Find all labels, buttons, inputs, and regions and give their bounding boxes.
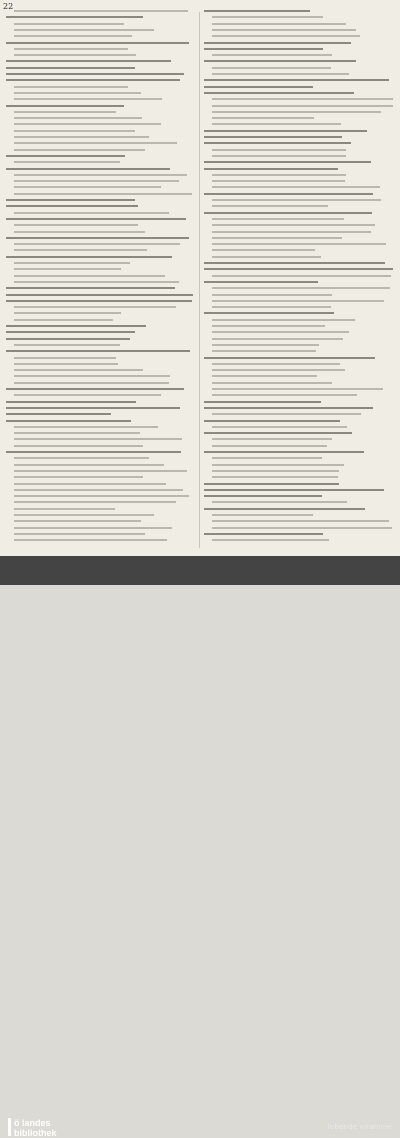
illegible-text-line — [14, 224, 138, 226]
illegible-text-line — [204, 48, 323, 50]
illegible-text-line — [204, 86, 313, 88]
illegible-text-line — [204, 407, 373, 409]
illegible-text-line — [212, 111, 381, 113]
illegible-text-line — [212, 476, 338, 478]
illegible-text-line — [212, 350, 316, 352]
illegible-text-line — [14, 281, 179, 283]
illegible-text-line — [212, 237, 342, 239]
illegible-text-line — [6, 218, 186, 220]
illegible-text-line — [14, 111, 116, 113]
illegible-text-line — [212, 249, 315, 251]
illegible-text-line — [212, 375, 317, 377]
illegible-text-line — [6, 73, 184, 75]
illegible-text-line — [14, 527, 172, 529]
illegible-text-line — [14, 432, 140, 434]
illegible-text-line — [204, 281, 318, 283]
illegible-text-line — [14, 174, 187, 176]
illegible-text-line — [14, 375, 170, 377]
illegible-text-line — [14, 161, 120, 163]
illegible-text-line — [212, 155, 346, 157]
illegible-text-line — [14, 35, 132, 37]
illegible-text-line — [212, 16, 323, 18]
illegible-text-line — [212, 514, 313, 516]
illegible-text-line — [212, 413, 361, 415]
illegible-text-line — [212, 394, 357, 396]
text-column-right — [204, 8, 394, 550]
illegible-text-line — [212, 218, 344, 220]
illegible-text-line — [212, 35, 360, 37]
illegible-text-line — [212, 438, 332, 440]
illegible-text-line — [14, 23, 124, 25]
illegible-text-line — [6, 300, 192, 302]
illegible-text-line — [6, 42, 189, 44]
illegible-text-line — [14, 136, 149, 138]
illegible-text-line — [6, 407, 180, 409]
illegible-text-line — [6, 256, 172, 258]
illegible-text-line — [212, 369, 345, 371]
illegible-text-line — [204, 451, 364, 453]
illegible-text-line — [204, 432, 352, 434]
illegible-text-line — [14, 149, 145, 151]
illegible-text-line — [204, 268, 393, 270]
illegible-text-line — [204, 489, 384, 491]
illegible-text-line — [6, 325, 146, 327]
illegible-text-line — [204, 357, 375, 359]
illegible-text-line — [212, 331, 349, 333]
illegible-text-line — [14, 457, 149, 459]
illegible-text-line — [14, 495, 189, 497]
illegible-text-line — [212, 294, 332, 296]
illegible-text-line — [14, 262, 130, 264]
watermark-text: lebende vitamine — [327, 1123, 392, 1131]
text-column-left — [6, 8, 194, 550]
illegible-text-line — [6, 420, 131, 422]
illegible-text-line — [204, 161, 371, 163]
illegible-text-line — [6, 338, 130, 340]
illegible-text-line — [212, 23, 346, 25]
illegible-text-line — [6, 294, 193, 296]
illegible-text-line — [204, 130, 367, 132]
illegible-text-line — [212, 501, 347, 503]
illegible-text-line — [212, 180, 345, 182]
illegible-text-line — [14, 426, 158, 428]
illegible-text-line — [212, 527, 392, 529]
illegible-text-line — [212, 231, 371, 233]
illegible-text-line — [6, 16, 143, 18]
illegible-text-line — [14, 29, 154, 31]
illegible-text-line — [14, 10, 188, 12]
illegible-text-line — [204, 60, 356, 62]
illegible-text-line — [212, 174, 346, 176]
illegible-text-line — [14, 394, 161, 396]
illegible-text-line — [14, 508, 115, 510]
illegible-text-line — [14, 520, 141, 522]
illegible-text-line — [204, 495, 322, 497]
illegible-text-line — [14, 212, 169, 214]
illegible-text-line — [14, 312, 121, 314]
illegible-text-line — [212, 256, 321, 258]
illegible-text-line — [212, 300, 384, 302]
illegible-text-line — [204, 168, 338, 170]
illegible-text-line — [204, 508, 365, 510]
illegible-text-line — [212, 224, 375, 226]
illegible-text-line — [204, 10, 310, 12]
illegible-text-line — [14, 382, 169, 384]
illegible-text-line — [14, 98, 162, 100]
illegible-text-line — [14, 306, 176, 308]
illegible-text-line — [14, 275, 165, 277]
viewer-footer — [0, 556, 400, 1138]
illegible-text-line — [204, 483, 339, 485]
illegible-text-line — [14, 514, 154, 516]
illegible-text-line — [14, 92, 141, 94]
illegible-text-line — [212, 382, 332, 384]
illegible-text-line — [14, 180, 179, 182]
illegible-text-line — [212, 426, 347, 428]
illegible-text-line — [212, 325, 325, 327]
illegible-text-line — [14, 319, 113, 321]
illegible-text-line — [14, 369, 143, 371]
illegible-text-line — [212, 539, 329, 541]
illegible-text-line — [204, 312, 334, 314]
svg-text:ö landes: ö landes — [14, 1118, 51, 1128]
illegible-text-line — [212, 29, 356, 31]
illegible-text-line — [212, 445, 327, 447]
illegible-text-line — [212, 520, 389, 522]
illegible-text-line — [14, 193, 192, 195]
illegible-text-line — [14, 142, 177, 144]
illegible-text-line — [212, 363, 340, 365]
illegible-text-line — [6, 413, 111, 415]
illegible-text-line — [212, 199, 381, 201]
illegible-text-line — [212, 149, 346, 151]
illegible-text-line — [6, 105, 124, 107]
illegible-text-line — [212, 287, 390, 289]
illegible-text-line — [204, 136, 342, 138]
illegible-text-line — [14, 130, 135, 132]
illegible-text-line — [6, 237, 189, 239]
illegible-text-line — [14, 231, 145, 233]
illegible-text-line — [212, 243, 386, 245]
illegible-text-line — [212, 457, 322, 459]
illegible-text-line — [6, 331, 135, 333]
illegible-text-line — [6, 79, 180, 81]
illegible-text-line — [14, 243, 180, 245]
illegible-text-line — [14, 357, 116, 359]
illegible-text-line — [14, 123, 161, 125]
illegible-text-line — [6, 67, 135, 69]
illegible-text-line — [14, 483, 166, 485]
illegible-text-line — [6, 199, 135, 201]
page-number: 22 — [3, 2, 14, 11]
illegible-text-line — [212, 388, 383, 390]
illegible-text-line — [212, 186, 380, 188]
illegible-text-line — [14, 470, 187, 472]
illegible-text-line — [204, 533, 323, 535]
illegible-text-line — [212, 123, 341, 125]
illegible-text-line — [212, 344, 319, 346]
illegible-text-line — [212, 464, 344, 466]
illegible-text-line — [204, 42, 351, 44]
illegible-text-line — [14, 86, 128, 88]
illegible-text-line — [14, 268, 121, 270]
illegible-text-line — [204, 420, 340, 422]
illegible-text-line — [14, 464, 164, 466]
illegible-text-line — [212, 117, 314, 119]
illegible-text-line — [14, 363, 118, 365]
illegible-text-line — [6, 451, 181, 453]
illegible-text-line — [14, 186, 161, 188]
illegible-text-line — [14, 54, 136, 56]
svg-text:bibliothek: bibliothek — [14, 1128, 57, 1138]
illegible-text-line — [14, 344, 120, 346]
illegible-text-line — [212, 275, 391, 277]
illegible-text-line — [14, 48, 128, 50]
illegible-text-line — [6, 205, 138, 207]
illegible-text-line — [204, 79, 389, 81]
illegible-text-line — [14, 438, 182, 440]
illegible-text-line — [6, 388, 184, 390]
illegible-text-line — [212, 98, 393, 100]
illegible-text-line — [6, 401, 136, 403]
illegible-text-line — [212, 205, 328, 207]
illegible-text-line — [6, 287, 175, 289]
illegible-text-line — [6, 350, 190, 352]
illegible-text-line — [212, 319, 355, 321]
illegible-text-line — [6, 60, 171, 62]
illegible-text-line — [212, 306, 331, 308]
illegible-text-line — [6, 155, 125, 157]
illegible-text-line — [14, 117, 142, 119]
illegible-text-line — [204, 193, 373, 195]
illegible-text-line — [6, 168, 170, 170]
illegible-text-line — [212, 54, 332, 56]
illegible-text-line — [212, 470, 339, 472]
illegible-text-line — [204, 92, 354, 94]
illegible-text-line — [212, 73, 349, 75]
illegible-text-line — [14, 489, 183, 491]
illegible-text-line — [14, 476, 143, 478]
illegible-text-line — [14, 445, 143, 447]
illegible-text-line — [212, 338, 343, 340]
illegible-text-line — [14, 501, 176, 503]
library-logo — [8, 1116, 98, 1138]
illegible-text-line — [204, 401, 321, 403]
illegible-text-line — [14, 539, 167, 541]
illegible-text-line — [212, 105, 393, 107]
illegible-text-line — [204, 212, 372, 214]
scanned-page — [0, 0, 400, 556]
illegible-text-line — [212, 67, 331, 69]
illegible-text-line — [204, 262, 385, 264]
illegible-text-line — [14, 249, 147, 251]
illegible-text-line — [14, 533, 145, 535]
illegible-text-line — [204, 142, 351, 144]
column-divider — [199, 12, 200, 548]
